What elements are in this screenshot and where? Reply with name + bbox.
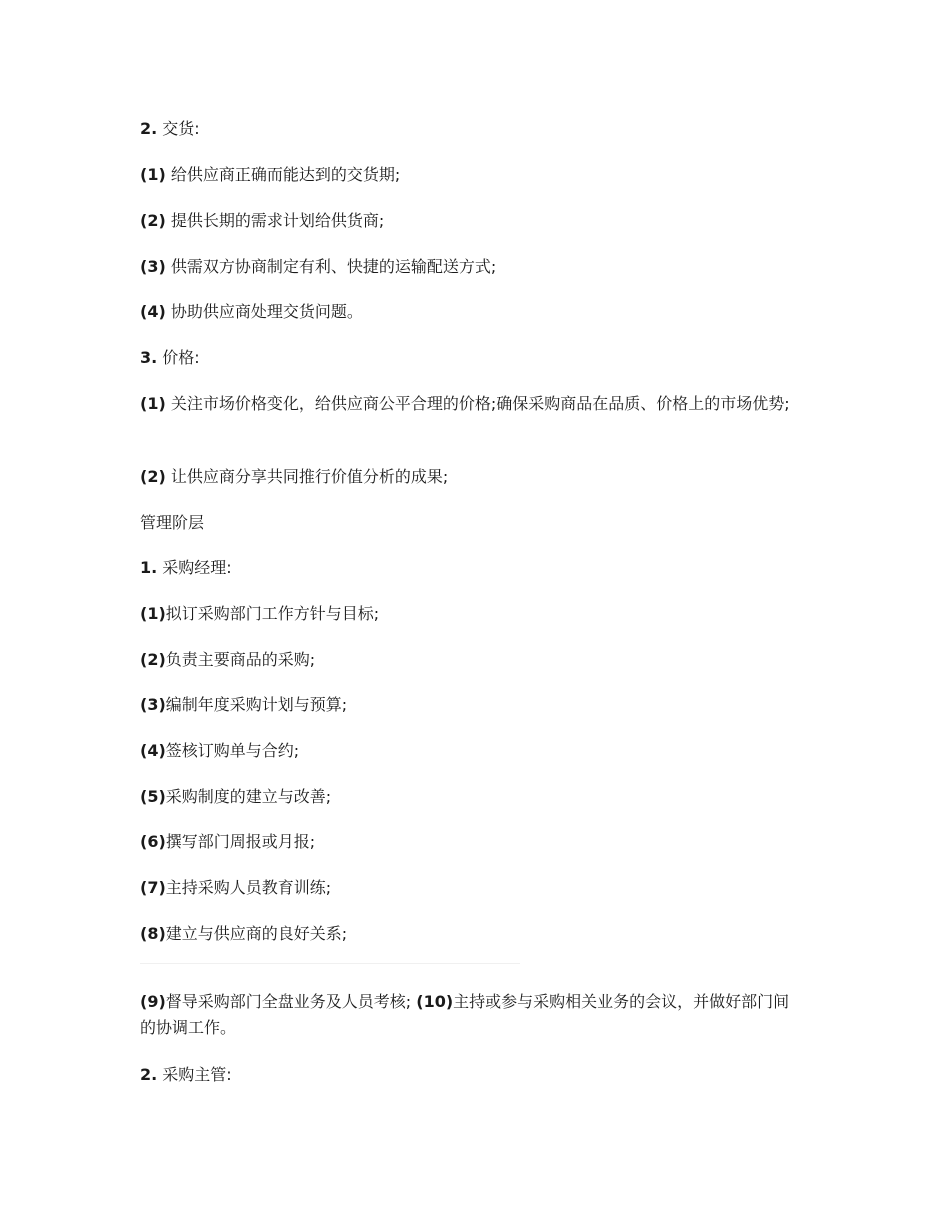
item-text: 主持或参与采购相关业务的会议，并做好部门间的协调工作。 [140,992,790,1037]
item-number: (7) [140,878,166,897]
section-heading-delivery [140,116,810,142]
item-text: 交货: [157,119,200,138]
list-item [140,391,805,417]
item-number: (4) [140,741,166,760]
list-item [140,989,805,1041]
section-heading-purchasing-supervisor [140,1062,810,1088]
item-text: 协助供应商处理交货问题。 [165,302,363,321]
list-item [140,738,810,764]
list-item [140,162,810,188]
item-text: 采购经理: [157,558,232,577]
list-item [140,208,810,234]
section-heading-purchasing-manager [140,555,810,581]
item-number: (2) [140,467,166,486]
item-text: 供需双方协商制定有利、快捷的运输配送方式; [165,257,497,276]
item-text: 撰写部门周报或月报; [165,832,316,851]
section-heading-price [140,345,810,371]
item-number: (1) [140,394,166,413]
item-text: 采购主管: [157,1065,232,1084]
list-item [140,921,810,947]
list-item [140,692,810,718]
list-item [140,829,810,855]
item-number: (4) [140,302,166,321]
item-text: 采购制度的建立与改善; [165,787,332,806]
item-number: (10) [416,992,454,1011]
item-text: 督导采购部门全盘业务及人员考核; [165,992,417,1011]
list-item [140,254,810,280]
item-text: 提供长期的需求计划给供货商; [165,211,385,230]
list-item [140,299,810,325]
item-text: 价格: [157,348,200,367]
item-text: 签核订购单与合约; [165,741,300,760]
item-number: 1. [140,558,158,577]
list-item [140,647,810,673]
item-number: (3) [140,257,166,276]
item-text: 建立与供应商的良好关系; [165,924,348,943]
item-number: (9) [140,992,166,1011]
item-number: (5) [140,787,166,806]
item-number: (1) [140,604,166,623]
item-text: 拟订采购部门工作方针与目标; [165,604,380,623]
list-item [140,601,810,627]
item-text: 关注市场价格变化，给供应商公平合理的价格;确保采购商品在品质、价格上的市场优势; [165,394,790,413]
item-number: 2. [140,1065,158,1084]
list-item [140,784,810,810]
item-text: 编制年度采购计划与预算; [165,695,348,714]
list-item [140,875,810,901]
item-number: (6) [140,832,166,851]
item-number: (2) [140,650,166,669]
item-number: 2. [140,119,158,138]
section-heading-management-level [140,510,810,536]
item-text: 给供应商正确而能达到的交货期; [165,165,401,184]
item-number: (2) [140,211,166,230]
item-number: (8) [140,924,166,943]
item-text: 负责主要商品的采购; [165,650,316,669]
item-number: (1) [140,165,166,184]
list-item [140,464,810,490]
item-text: 让供应商分享共同推行价值分析的成果; [165,467,449,486]
item-number: 3. [140,348,158,367]
item-text: 主持采购人员教育训练; [165,878,332,897]
item-number: (3) [140,695,166,714]
item-text: 管理阶层 [140,513,205,532]
page-break-divider [140,963,520,964]
